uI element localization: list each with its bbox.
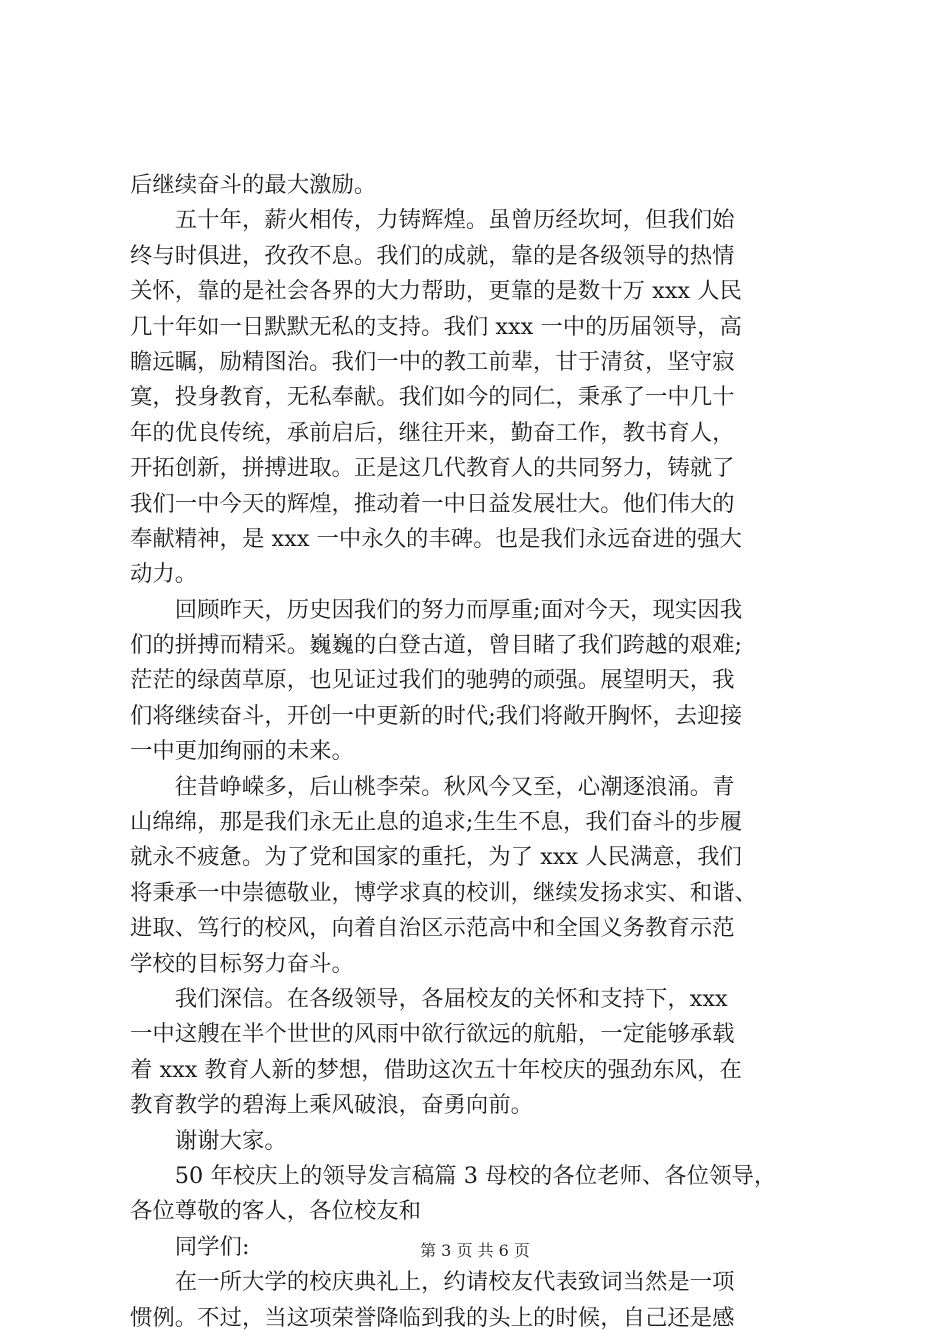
text-line: 一中这艘在半个世世的风雨中欲行欲远的航船，一定能够承载: [130, 1021, 735, 1048]
text-line: 将秉承一中崇德敬业，博学求真的校训，继续发扬求实、和谐、: [130, 879, 757, 906]
text-line: 在一所大学的校庆典礼上，约请校友代表致词当然是一项: [130, 1269, 735, 1296]
text-line: 教育教学的碧海上乘风破浪，奋勇向前。: [130, 1092, 534, 1119]
text-line: 几十年如一日默默无私的支持。我们 xxx 一中的历届领导，高: [130, 313, 742, 340]
text-line: 茫茫的绿茵草原，也见证过我们的驰骋的顽强。展望明天，我: [130, 667, 735, 694]
text-line: 山绵绵，那是我们永无止息的追求;生生不息，我们奋斗的步履: [130, 809, 743, 836]
text-line: 年的优良传统，承前启后，继往开来，勤奋工作，教书育人，: [130, 419, 735, 446]
text-line: 五十年，薪火相传，力铸辉煌。虽曾历经坎坷，但我们始: [130, 207, 735, 234]
text-line: 回顾昨天，历史因我们的努力而厚重;面对今天，现实因我: [130, 596, 743, 623]
text-line: 们将继续奋斗，开创一中更新的时代;我们将敞开胸怀，去迎接: [130, 702, 743, 729]
text-line: 学校的目标努力奋斗。: [130, 950, 354, 977]
page-footer: [0, 1240, 950, 1262]
text-line: 惯例。不过，当这项荣誉降临到我的头上的时候，自己还是感: [130, 1304, 735, 1331]
text-line: 终与时俱进，孜孜不息。我们的成就，靠的是各级领导的热情: [130, 242, 735, 269]
text-line: 奉献精神，是 xxx 一中永久的丰碑。也是我们永远奋进的强大: [130, 525, 742, 552]
text-line: 往昔峥嵘多，后山桃李荣。秋风今又至，心潮逐浪涌。青: [130, 773, 735, 800]
text-line: 们的拼搏而精采。巍巍的白登古道，曾目睹了我们跨越的艰难;: [130, 632, 743, 659]
text-line: 我们深信。在各级领导，各届校友的关怀和支持下，xxx: [130, 985, 728, 1012]
text-line: 进取、笃行的校风，向着自治区示范高中和全国义务教育示范: [130, 915, 735, 942]
text-line: 50 年校庆上的领导发言稿篇 3 母校的各位老师、各位领导，: [130, 1162, 777, 1189]
text-line: 各位尊敬的客人，各位校友和: [130, 1198, 422, 1225]
text-line: 同学们:: [130, 1233, 250, 1260]
text-line: 关怀，靠的是社会各界的大力帮助，更靠的是数十万 xxx 人民: [130, 278, 742, 305]
page-number-label: 第 3 页 共 6 页: [420, 1241, 530, 1260]
document-body: [130, 168, 830, 1336]
text-line: 就永不疲惫。为了党和国家的重托，为了 xxx 人民满意，我们: [130, 844, 742, 871]
text-line: 瞻远瞩，励精图治。我们一中的教工前辈，甘于清贫，坚守寂: [130, 348, 735, 375]
text-line: 我们一中今天的辉煌，推动着一中日益发展壮大。他们伟大的: [130, 490, 735, 517]
text-line: 开拓创新，拼搏进取。正是这几代教育人的共同努力，铸就了: [130, 455, 735, 482]
text-line: 着 xxx 教育人新的梦想，借助这次五十年校庆的强劲东风，在: [130, 1056, 742, 1083]
text-line: 寞，投身教育，无私奉献。我们如今的同仁，秉承了一中几十: [130, 384, 735, 411]
text-line: 后继续奋斗的最大激励。: [130, 172, 377, 198]
text-line: 动力。: [130, 561, 198, 588]
text-line: 一中更加绚丽的未来。: [130, 738, 354, 765]
text-line: 谢谢大家。: [130, 1127, 287, 1154]
